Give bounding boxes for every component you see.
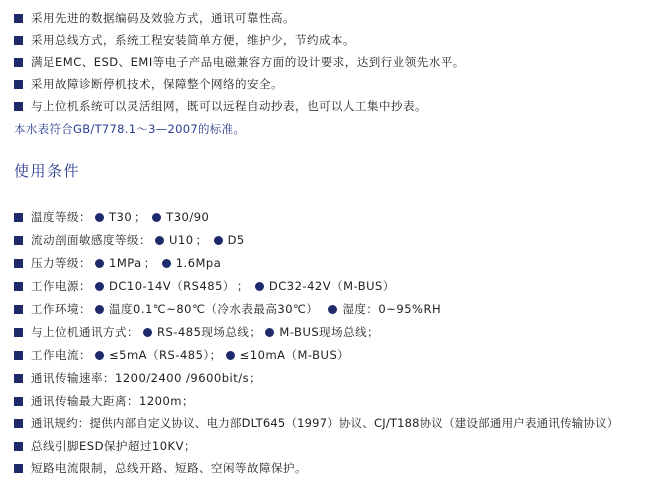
round-bullet-icon: [95, 351, 104, 360]
round-bullet-icon: [162, 259, 171, 268]
square-bullet-icon: [14, 58, 23, 67]
condition-option: 1MPa: [109, 256, 142, 270]
feature-text: 采用故障诊断停机技术，保障整个网络的安全。: [31, 77, 283, 91]
condition-text: 通讯传输最大距离：1200m；: [31, 394, 194, 408]
square-bullet-icon: [14, 36, 23, 45]
condition-option: 1.6Mpa: [175, 256, 222, 270]
round-bullet-icon: [265, 328, 274, 337]
round-bullet-icon: [143, 328, 152, 337]
round-bullet-icon: [255, 282, 264, 291]
feature-text: 满足EMC、ESD、EMI等电子产品电磁兼容方面的设计要求，达到行业领先水平。: [31, 55, 465, 69]
condition-text: 通讯传输速率：1200/2400 /9600bit/s；: [31, 371, 262, 385]
separator: ；: [134, 210, 147, 224]
square-bullet-icon: [14, 397, 23, 406]
condition-option: DC32-42V（M-BUS）: [268, 279, 395, 293]
feature-text: 采用总线方式，系统工程安装简单方便，维护少，节约成本。: [31, 33, 355, 47]
condition-max-distance: [14, 392, 194, 410]
condition-temperature: [14, 208, 209, 226]
square-bullet-icon: [14, 80, 23, 89]
standard-compliance-text: 本水表符合GB/T778.1～3—2007的标准。: [14, 122, 246, 136]
condition-environment: [14, 300, 441, 318]
condition-short-circuit: [14, 459, 307, 477]
condition-transmission-rate: [14, 369, 261, 387]
section-title: 使用条件: [14, 162, 81, 180]
separator: ；: [236, 279, 249, 293]
square-bullet-icon: [14, 14, 23, 23]
condition-esd-protection: [14, 437, 196, 455]
round-bullet-icon: [95, 213, 104, 222]
condition-label: 压力等级：: [31, 256, 91, 270]
condition-option: ≤10mA（M-BUS）: [239, 348, 350, 362]
square-bullet-icon: [14, 351, 23, 360]
condition-text: 总线引脚ESD保护超过10KV；: [31, 439, 196, 453]
round-bullet-icon: [155, 236, 164, 245]
condition-option: T30/90: [166, 210, 210, 224]
condition-option: M-BUS现场总线；: [279, 325, 380, 339]
condition-flow-sensitivity: [14, 231, 245, 249]
feature-text: 与上位机系统可以灵活组网，既可以远程自动抄表，也可以人工集中抄表。: [31, 99, 427, 113]
condition-pressure: [14, 254, 221, 272]
feature-item: [14, 75, 283, 93]
condition-text: 短路电流限制，总线开路、短路、空闲等故障保护。: [31, 461, 307, 475]
condition-current: [14, 346, 349, 364]
condition-label: 工作环境：: [31, 302, 91, 316]
condition-label: 与上位机通讯方式：: [31, 325, 139, 339]
condition-option: U10: [169, 233, 194, 247]
condition-option: T30: [109, 210, 133, 224]
feature-item: [14, 9, 295, 27]
square-bullet-icon: [14, 259, 23, 268]
round-bullet-icon: [152, 213, 161, 222]
square-bullet-icon: [14, 442, 23, 451]
separator: ；: [195, 233, 208, 247]
square-bullet-icon: [14, 328, 23, 337]
feature-text: 采用先进的数据编码及效验方式，通讯可靠性高。: [31, 11, 295, 25]
square-bullet-icon: [14, 419, 23, 428]
condition-option: ≤5mA（RS-485）；: [109, 348, 222, 362]
condition-text: 通讯规约：提供内部自定义协议、电力部DLT645（1997）协议、CJ/T188协议（建设部通用户表通讯传输协议）: [31, 416, 619, 430]
square-bullet-icon: [14, 305, 23, 314]
condition-label: 工作电流：: [31, 348, 91, 362]
condition-option: RS-485现场总线；: [157, 325, 262, 339]
condition-option: DC10-14V（RS485）: [109, 279, 235, 293]
feature-item: [14, 97, 427, 115]
round-bullet-icon: [95, 259, 104, 268]
condition-label: 温度等级：: [31, 210, 91, 224]
condition-protocol: [14, 414, 619, 432]
condition-comm-mode: [14, 323, 379, 341]
round-bullet-icon: [214, 236, 223, 245]
square-bullet-icon: [14, 213, 23, 222]
square-bullet-icon: [14, 464, 23, 473]
round-bullet-icon: [328, 305, 337, 314]
square-bullet-icon: [14, 236, 23, 245]
condition-option: 温度0.1℃~80℃（冷水表最高30℃）: [109, 302, 319, 316]
feature-item: [14, 53, 465, 71]
condition-option: D5: [227, 233, 245, 247]
condition-option: 湿度：0~95%RH: [342, 302, 442, 316]
square-bullet-icon: [14, 102, 23, 111]
round-bullet-icon: [95, 282, 104, 291]
round-bullet-icon: [95, 305, 104, 314]
round-bullet-icon: [226, 351, 235, 360]
square-bullet-icon: [14, 282, 23, 291]
separator: ；: [143, 256, 156, 270]
condition-label: 流动剖面敏感度等级：: [31, 233, 151, 247]
condition-label: 工作电源：: [31, 279, 91, 293]
feature-item: [14, 31, 355, 49]
condition-power: [14, 277, 395, 295]
square-bullet-icon: [14, 374, 23, 383]
